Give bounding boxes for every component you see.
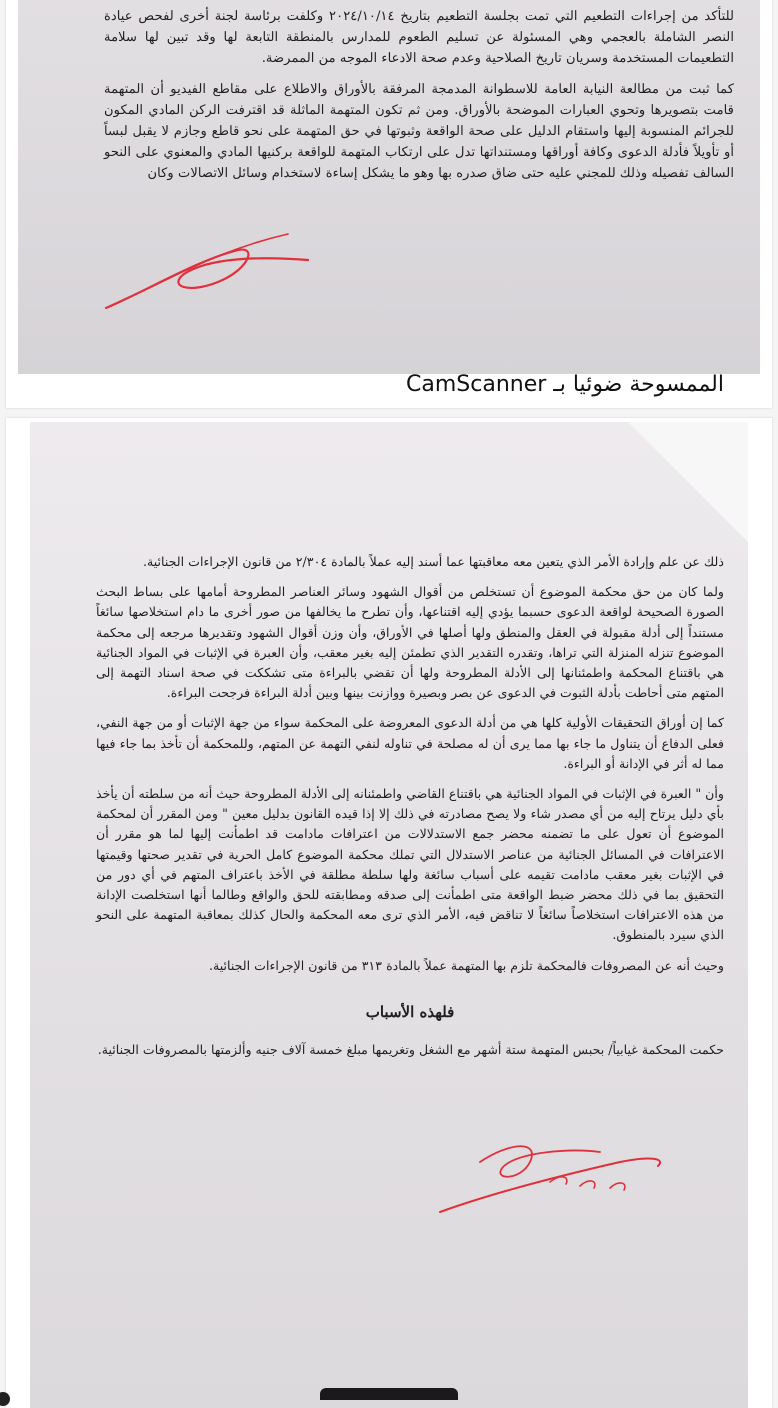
camscanner-watermark: الممسوحة ضوئيا بـ CamScanner — [406, 372, 724, 397]
reasons-heading: فلهذه الأسباب — [365, 1002, 455, 1021]
top-document-page — [18, 0, 760, 374]
bottom-document-photo — [6, 418, 772, 1408]
top-signature-mark — [88, 220, 328, 320]
verdict-text: حكمت المحكمة غيابياً/ بحبس المتهمة ستة أشهر مع الشغل وتغريمها مبلغ خمسة آلاف جنيه وألزمتها بالمصروفات الجنائية. — [97, 1042, 724, 1058]
top-paragraph-2: كما ثبت من مطالعة النيابة العامة للاسطوانة المدمجة المرفقة بالأوراق والاطلاع على مقاطع الفيديو أن المتهمة قامت بتصويرها وتحوي العبارات الموضحة بالأوراق. ومن ثم تكون المتهمة الماثلة قد اقترفت الركن المادي المكون للجرائم المنسوبة إليها واستقام الدليل على صحة الواقعة وثبوتها في حق المتهمة على نحو قاطع وجازم لا يقبل لبساً أو تأويلاً فأدلة الدعوى وكافة أوراقها ومستنداتها تدل على ارتكاب المتهمة للواقعة بركنيها المادي والمعنوي على النحو السالف تفصيله وذلك للمجني عليه حتى ضاق صدره بها وهو ما يشكل إساءة لاستخدام وسائل الاتصالات وكان — [104, 82, 734, 181]
home-indicator-bar[interactable] — [320, 1388, 458, 1400]
top-document-photo — [6, 0, 772, 408]
bottom-paragraph-3: كما إن أوراق التحقيقات الأولية كلها هي من أدلة الدعوى المعروضة على المحكمة سواء من جهة الإثبات أو من جهة النفي، فعلى الدفاع أن يتناول ما جاء بها مما يرى أن له مصلحة في تناوله لنفي التهمة عن المتهم، وللمحكمة أن تأخذ بما جاء فيها مما له أثر في الإدانة أو البراءة. — [96, 715, 724, 771]
top-page-text — [104, 6, 734, 194]
bottom-paragraph-5: وحيث أنه عن المصروفات فالمحكمة تلزم بها المتهمة عملاً بالمادة ٣١٣ من قانون الإجراءات الجنائية. — [208, 957, 724, 973]
bottom-paragraph-2: ولما كان من حق محكمة الموضوع أن تستخلص من أقوال الشهود وسائر العناصر المطروحة أمامها على بساط البحث الصورة الصحيحة لواقعة الدعوى حسبما يؤدي إليه اقتناعها، وأن تطرح ما يخالفها من صور أخرى ما دام استخلاصها سائغاً مستنداً إلى أدلة مقبولة في العقل والمنطق ولها أصلها في الأوراق، وأن وزن أقوال الشهود وتقديرها مرجعه إلى محكمة الموضوع تنزله المنزلة التي تراها، وتقدره التقدير الذي تطمئن إليه بغير معقب، وأن العبرة في الإثبات في المواد الجنائية هي باقتناع المحكمة واطمئنانها إلى الأدلة المطروحة ولها أن تقضي بالبراءة متى تشككت في صحة اسناد التهمة إلى المتهم متى أحاطت بأدلة الثبوت في الدعوى عن بصر وبصيرة ووازنت بينها وبين أدلة البراءة فرجحت البراءة. — [96, 584, 724, 701]
bottom-page-text — [96, 552, 724, 1070]
page-fold-corner — [628, 422, 748, 542]
scanner-watermark-strip — [18, 374, 760, 406]
bottom-paragraph-4: وأن " العبرة في الإثبات في المواد الجنائية هي باقتناع القاضي واطمئنانه إلى الأدلة المطروحة حيث أنه من سلطته أن يأخذ بأي دليل يرتاح إليه من أي مصدر شاء ولا يصح مصادرته في ذلك إلا إذا قيده القانون بدليل معين " ومن المقرر أن لمحكمة الموضوع أن تعول على ما تضمنه محضر جمع الاستدلالات من اعترافات مادامت قد اطمأنت إليها لما هو مقرر أن الاعترافات في المسائل الجنائية من عناصر الاستدلال التي تملك محكمة الموضوع كامل الحرية في تقدير صحتها وقيمتها في الإثبات بغير معقب مادامت تقيمه على أسباب سائغة ولها سلطة مطلقة في الأخذ باعتراف المتهم في أي دور من التحقيق بما في ذلك محضر ضبط الواقعة متى اطمأنت إلى صدقه ومطابقته للحق والواقع وطالما أنها استخلصت الإدانة من هذه الاعترافات استخلاصاً سائغاً لا تناقض فيه، الأمر الذي ترى معه المحكمة والحال كذلك بمعاقبة المتهمة على النحو الذي سيرد بالمنطوق. — [96, 786, 724, 943]
bottom-paragraph-1: ذلك عن علم وإرادة الأمر الذي يتعين معه معاقبتها عما أسند إليه عملاً بالمادة ٢/٣٠٤ من قانون الإجراءات الجنائية. — [142, 554, 724, 569]
bottom-document-page — [30, 422, 748, 1408]
bottom-signature-mark — [420, 1122, 680, 1232]
top-paragraph-1: للتأكد من إجراءات التطعيم التي تمت بجلسة التطعيم بتاريخ ٢٠٢٤/١٠/١٤ وكلفت برئاسة لجنة أخرى لفحص عيادة النصر الشاملة بالعجمي وهي المسئولة عن تسليم الطعوم للمدارس بالمنطقة التابعة لها وقد تبين لها سلامة التطعيمات المستخدمة وسريان تاريخ الصلاحية وعدم صحة الادعاء الموجه من الممرضة. — [104, 9, 734, 66]
